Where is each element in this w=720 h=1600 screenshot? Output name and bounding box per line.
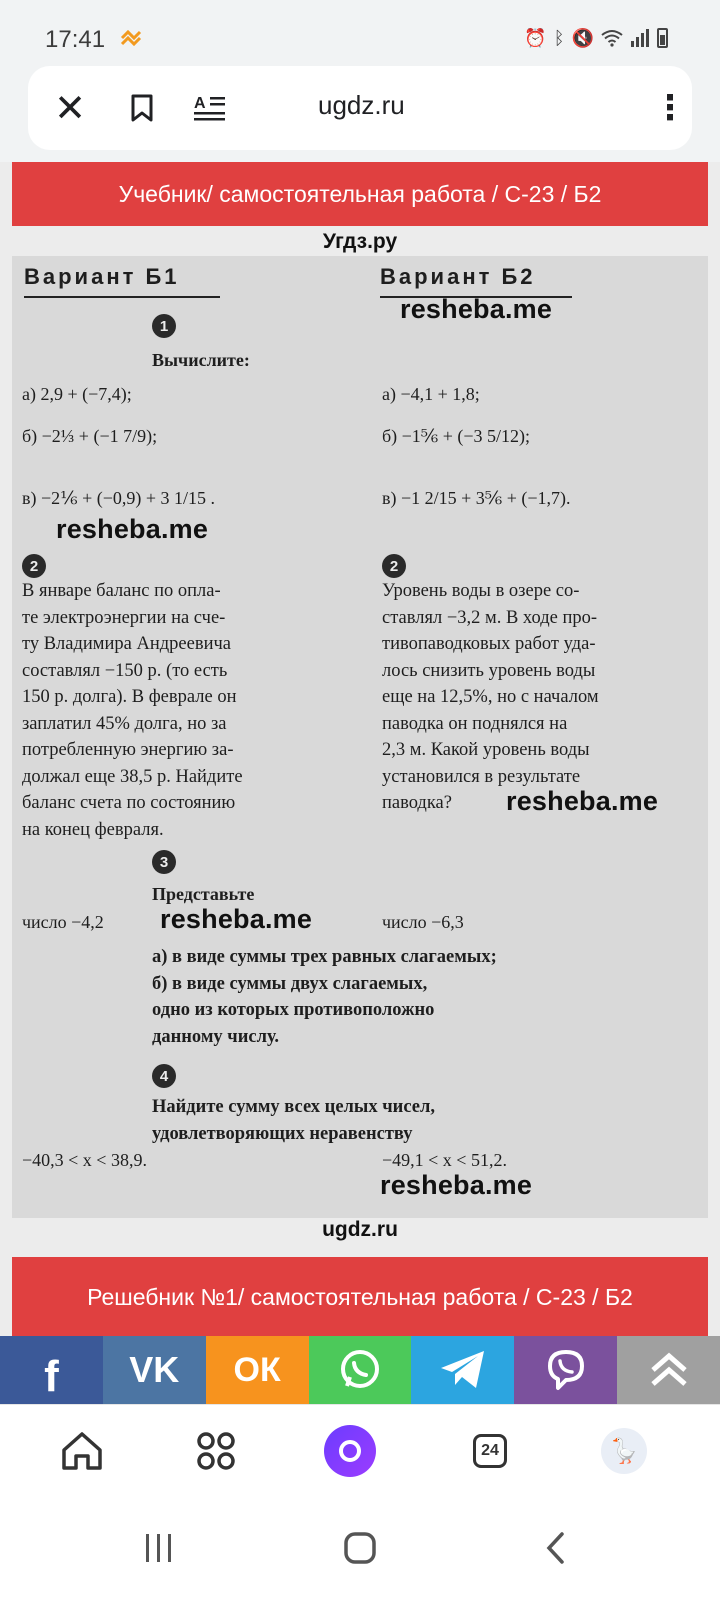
task1-right-c: в) −1 2/15 + 3⅚ + (−1,7). <box>382 488 571 508</box>
page-content <box>0 162 720 1336</box>
status-bar <box>0 0 720 62</box>
whatsapp-share-button[interactable] <box>309 1336 412 1404</box>
task3-right-number: число −6,3 <box>382 912 464 932</box>
task1-left-b: б) −2⅓ + (−1 7/9); <box>22 426 158 446</box>
browser-bottom-toolbar <box>0 1404 720 1500</box>
task1-title: Вычислите: <box>152 350 250 370</box>
browser-toolbar <box>0 62 720 162</box>
facebook-icon: f <box>44 1352 59 1401</box>
signal-icon <box>630 29 650 47</box>
system-navigation-bar <box>0 1500 720 1600</box>
task4-title: Найдите сумму всех целых чисел, удовлетворяющих неравенству <box>152 1097 435 1144</box>
alice-assistant-icon <box>324 1425 376 1477</box>
bottom-banner-link[interactable]: Решебник №1/ самостоятельная работа / С-23 / Б2 <box>12 1257 708 1337</box>
home-circle-icon[interactable] <box>340 1530 380 1566</box>
telegram-share-button[interactable] <box>411 1336 514 1404</box>
status-icons <box>524 28 668 48</box>
profile-button[interactable] <box>598 1425 650 1477</box>
watermark: resheba.me <box>400 294 553 324</box>
task4-right: −49,1 < x < 51,2. <box>382 1150 507 1170</box>
worksheet-image <box>12 256 708 1218</box>
task3-text: а) в виде суммы трех равных слагаемых; б) в виде суммы двух слагаемых, одно из которых противоположно данному числу. <box>152 947 497 1047</box>
task2-number-left: 2 <box>22 554 46 578</box>
task1-left-a: а) 2,9 + (−7,4); <box>22 384 132 404</box>
variant-left-underline <box>24 296 220 298</box>
task3-number: 3 <box>152 850 176 874</box>
recent-apps-icon[interactable] <box>142 1530 176 1566</box>
double-chevron-up-icon <box>647 1350 691 1390</box>
vk-icon: VK <box>129 1349 180 1390</box>
task4-number: 4 <box>152 1064 176 1088</box>
home-button[interactable] <box>56 1425 108 1477</box>
vk-share-button[interactable] <box>103 1336 206 1404</box>
bluetooth-icon: ᛒ <box>553 28 565 48</box>
watermark: resheba.me <box>506 786 659 816</box>
url-text[interactable]: ugdz.ru <box>318 90 405 120</box>
wifi-icon <box>601 29 623 47</box>
task1-right-b: б) −1⅚ + (−3 5/12); <box>382 426 531 446</box>
tabs-icon: 24 <box>473 1434 507 1468</box>
mute-icon: 🔇 <box>571 28 594 48</box>
profile-avatar-icon: 🪿 <box>601 1428 647 1474</box>
close-icon[interactable]: ✕ <box>54 87 86 130</box>
variant-left-title: Вариант Б1 <box>24 264 180 289</box>
telegram-icon <box>438 1348 488 1392</box>
watermark: resheba.me <box>160 904 313 934</box>
task2-left-text: В январе баланс по опла- те электроэнергии на сче- ту Владимира Андреевича составлял −150 р. (то есть 150 р. долга). В феврале он заплатил 45% долга, но за потребленную энергию за- должал еще 38,5 р. Найдите баланс счета по состоянию на конец февраля. <box>22 581 243 840</box>
site-label-top: Угдз.ру <box>322 230 398 253</box>
site-label-bottom: ugdz.ru <box>322 1218 398 1241</box>
address-bar[interactable] <box>28 66 692 150</box>
tabs-button[interactable] <box>464 1425 516 1477</box>
more-menu-icon[interactable]: ⋮ <box>653 89 687 127</box>
apps-button[interactable] <box>190 1425 242 1477</box>
reader-mode-icon[interactable] <box>188 86 232 130</box>
viber-icon <box>542 1346 590 1394</box>
variant-right-title: Вариант Б2 <box>380 264 536 289</box>
viber-share-button[interactable] <box>514 1336 617 1404</box>
task3-left-number: число −4,2 <box>22 912 104 932</box>
bookmark-icon[interactable] <box>120 86 164 130</box>
task3-title: Представьте <box>152 884 255 904</box>
task4-left: −40,3 < x < 38,9. <box>22 1150 147 1170</box>
alice-assistant-button[interactable] <box>324 1425 376 1477</box>
ok-share-button[interactable] <box>206 1336 309 1404</box>
top-banner-link[interactable]: Учебник/ самостоятельная работа / С-23 / Б2 <box>12 162 708 226</box>
notification-icon <box>120 30 142 46</box>
battery-icon <box>657 28 668 48</box>
watermark: resheba.me <box>380 1170 533 1200</box>
task2-number-right: 2 <box>382 554 406 578</box>
whatsapp-icon <box>337 1347 383 1393</box>
task2-right-text: Уровень воды в озере со- ставлял −3,2 м. В ходе про- тивопаводковых работ уда- лось снизить уровень воды еще на 12,5%, но с началом паводка он поднялся на 2,3 м. Какой уровень воды установился в результате паводка? <box>382 581 599 813</box>
watermark: resheba.me <box>56 514 209 544</box>
status-time: 17:41 <box>45 26 106 53</box>
scroll-up-button[interactable] <box>617 1336 720 1404</box>
task1-right-a: а) −4,1 + 1,8; <box>382 384 480 404</box>
task1-number: 1 <box>152 314 176 338</box>
back-icon[interactable] <box>544 1530 568 1566</box>
svg-text:A: A <box>194 95 206 112</box>
home-icon <box>60 1430 104 1472</box>
alarm-icon: ⏰ <box>524 28 547 48</box>
facebook-share-button[interactable] <box>0 1336 103 1404</box>
apps-grid-icon <box>196 1431 236 1471</box>
task1-left-c: в) −2⅙ + (−0,9) + 3 1/15 . <box>22 488 216 508</box>
share-bar <box>0 1336 720 1404</box>
odnoklassniki-icon: ОК <box>233 1350 281 1389</box>
